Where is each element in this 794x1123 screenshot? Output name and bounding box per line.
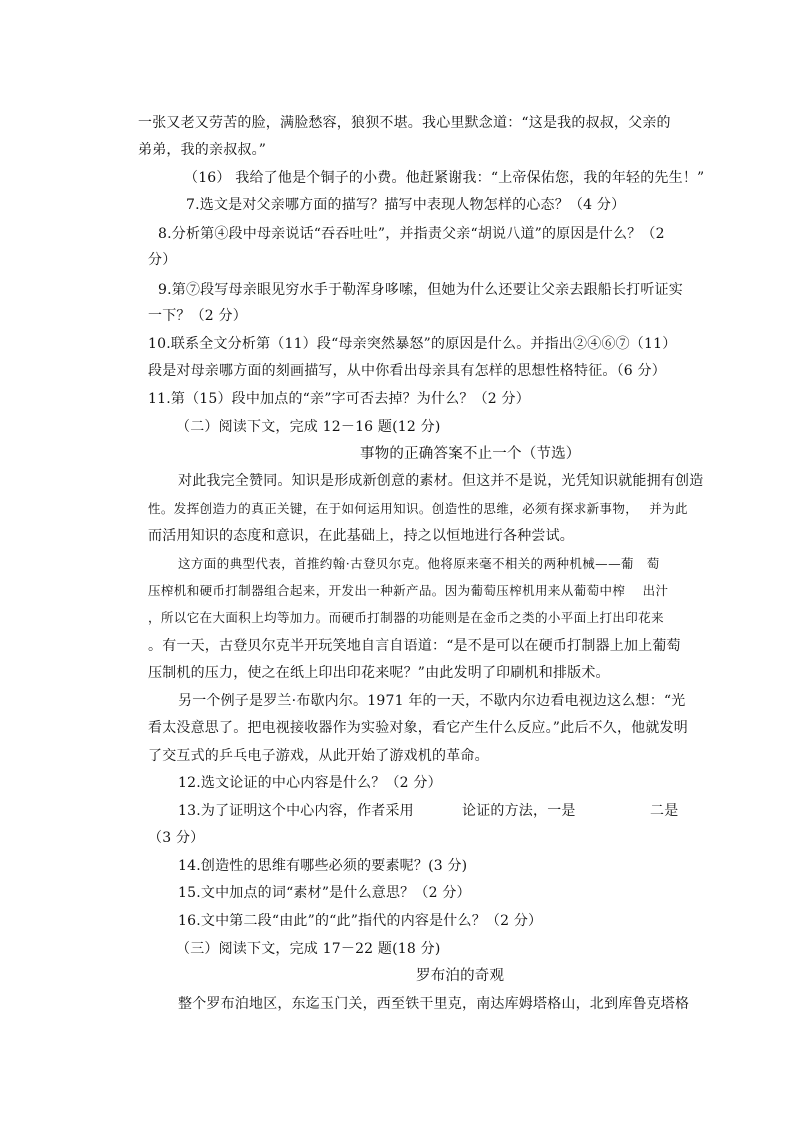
question-13-part: 二是 [650, 803, 679, 819]
article-line: 。有一天，古登贝尔克半开玩笑地自言自语道：“是不是可以在硬币打制器上加上葡萄 [148, 638, 681, 654]
article-line: 整个罗布泊地区，东迄玉门关，西至铁干里克，南达库姆塔格山，北到库鲁克塔格 [178, 996, 690, 1012]
article-line: 压榨机和硬币打制器组合起来，开发出一种新产品。因为葡萄压榨机用来从葡萄中榨 出汁 [148, 583, 669, 598]
article-line: 这方面的典型代表，首推约翰·古登贝尔克。他将原来毫不相关的两种机械——葡 萄 [178, 556, 660, 571]
article-line: 对此我完全赞同。知识是形成新创意的素材。但这并不是说，光凭知识就能拥有创造 [178, 473, 704, 489]
question-12: 12.选文论证的中心内容是什么？（2 分） [178, 775, 442, 791]
section-two-heading: （二）阅读下文，完成 12－16 题(12 分) [176, 419, 441, 435]
passage-line: 一张又老又劳苦的脸，满脸愁容，狼狈不堪。我心里默念道：“这是我的叔叔，父亲的 [138, 115, 671, 131]
question-15: 15.文中加点的词“素材”是什么意思？（2 分） [178, 885, 471, 901]
question-11: 11.第（15）段中加点的“亲”字可否去掉？为什么？（2 分） [148, 391, 530, 407]
article-title: 罗布泊的奇观 [416, 968, 505, 984]
question-7: 7.选文是对父亲哪方面的描写？描写中表现人物怎样的心态？（4 分） [186, 197, 626, 213]
article-line: 看太没意思了。把电视接收器作为实验对象，看它产生什么反应。”此后不久，他就发明 [148, 720, 688, 736]
article-line: 另一个例子是罗兰·布歇内尔。1971 年的一天，不歇内尔边看电视边这么想：“光 [178, 693, 686, 709]
question-13-cont: （3 分） [148, 830, 205, 846]
question-9-cont: 一下？（2 分） [148, 308, 247, 324]
question-9: 9.第⑦段写母亲眼见穷水手于勒浑身哆嗦，但她为什么还要让父亲去跟船长打听证实 [158, 282, 683, 298]
article-line: ，所以它在大面积上均等加力。而硬币打制器的功能则是在金币之类的小平面上打出印花来 [148, 610, 665, 625]
article-title: 事物的正确答案不止一个（节选） [360, 446, 581, 462]
article-line: 压制机的压力，使之在纸上印出印花来呢？”由此发明了印刷机和排版术。 [148, 665, 610, 681]
question-16: 16.文中第二段“由此”的“此”指代的内容是什么？（2 分） [178, 913, 543, 929]
article-line: 性。发挥创造力的真正关键，在于如何运用知识。创造性的思维，必须有探求新事物， 并为此 [148, 501, 688, 516]
question-8-cont: 分） [148, 252, 177, 268]
question-10: 10.联系全文分析第（11）段“母亲突然暴怒”的原因是什么。并指出②④⑥⑦（11） [148, 336, 677, 352]
passage-line: 弟弟，我的亲叔叔。” [138, 142, 267, 158]
article-line: 了交互式的乒乓电子游戏，从此开始了游戏机的革命。 [148, 748, 489, 764]
question-13-part: 论证的方法，一是 [462, 803, 576, 819]
section-three-heading: （三）阅读下文，完成 17－22 题(18 分) [176, 941, 441, 957]
question-10-cont: 段是对母亲哪方面的刻画描写，从中你看出母亲具有怎样的思想性格特征。（6 分） [148, 363, 666, 379]
question-14: 14.创造性的思维有哪些必须的要素呢？(3 分) [178, 858, 468, 874]
question-8: 8.分析第④段中母亲说话“吞吞吐吐”，并指责父亲“胡说八道”的原因是什么？（2 [158, 226, 665, 242]
question-13-part: 13.为了证明这个中心内容，作者采用 [178, 803, 414, 819]
article-line: 而活用知识的态度和意识，在此基础上，持之以恒地进行各种尝试。 [148, 528, 574, 544]
passage-line: （16） 我给了他是个铜子的小费。他赶紧谢我：“上帝保佑您，我的年轻的先生！” [184, 170, 705, 186]
